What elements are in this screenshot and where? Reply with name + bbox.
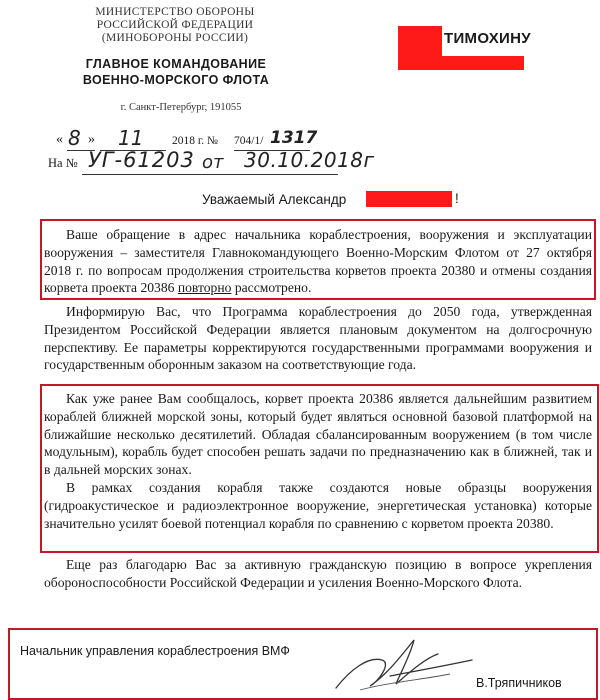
ministry-line: (МИНОБОРОНЫ РОССИИ) — [101, 32, 249, 44]
ref-number: УГ-61203 — [88, 148, 195, 172]
underline — [82, 174, 338, 175]
body-paragraph-4 — [44, 479, 592, 532]
reg-day: 8 — [68, 126, 81, 150]
reg-quote-close: » — [88, 132, 95, 147]
ministry-line: МИНИСТЕРСТВО ОБОРОНЫ — [95, 6, 255, 18]
redaction-block — [398, 56, 524, 70]
redaction-block — [398, 26, 442, 56]
salutation-punct: ! — [455, 191, 459, 206]
p2-text: Информирую Вас, что Программа кораблестроения до 2050 года, утвержденная Президентом Российской Федерации является плановым документом на долгосрочную перспективу. Ее параметры корректируются государственными программами вооружения и государственным оборонным заказом на соответствующие года. — [44, 304, 592, 373]
p5-text: Еще раз благодарю Вас за активную гражданскую позицию в вопросе укрепления обороноспособности Российской Федерации и усиления Военно-Морского Флота. — [44, 557, 592, 590]
ministry-line: РОССИЙСКОЙ ФЕДЕРАЦИИ — [96, 19, 254, 31]
ref-from: от — [202, 152, 224, 173]
reg-month: 11 — [118, 126, 144, 150]
handwritten-signature — [330, 630, 480, 696]
signature-name: В.Тряпичников — [476, 676, 562, 690]
body-paragraph-3 — [44, 390, 592, 479]
p1-text-end: рассмотрено. — [231, 280, 312, 296]
command-heading — [50, 56, 302, 88]
reg-number-printed: 704/1/ — [234, 135, 264, 147]
reg-year-label: 2018 г. № — [172, 135, 219, 147]
p1-underlined: повторно — [177, 280, 232, 296]
addressee-surname: ТИМОХИНУ — [444, 30, 531, 47]
ministry-heading — [62, 6, 288, 45]
signature-position: Начальник управления кораблестроения ВМФ — [20, 644, 290, 658]
p1-text: Ваше обращение в адрес начальника кораблестроения, вооружения и эксплуатации вооружения – заместителя Главнокомандующего Военно-Морским Флотом от 27 октября 2018 г. по вопросам продолжения строительства корветов проекта 20380 и отмены создания корвета проекта 20386 — [44, 227, 592, 296]
reg-number-handwritten: 1317 — [270, 128, 318, 148]
body-paragraph-5 — [44, 556, 592, 592]
body-paragraph-1 — [44, 226, 592, 297]
ref-label: На № — [48, 156, 78, 170]
p4-text: В рамках создания корабля также создаются новые образцы вооружения (гидроакустическое и радиоэлектронное вооружение, энергетическая установка) которые значительно усилят боевой потенциал корабля по сравнению с корветом проекта 20380. — [44, 480, 592, 531]
reg-quote-open: « — [56, 132, 63, 147]
city-line: г. Санкт-Петербург, 191055 — [120, 102, 242, 113]
body-paragraph-2 — [44, 303, 592, 374]
salutation: Уважаемый Александр — [202, 192, 347, 207]
signature-stroke — [336, 640, 472, 688]
command-line: ГЛАВНОЕ КОМАНДОВАНИЕ — [85, 57, 267, 71]
command-line: ВОЕННО-МОРСКОГО ФЛОТА — [82, 73, 270, 87]
p3-text: Как уже ранее Вам сообщалось, корвет проекта 20386 является дальнейшим развитием кораблей ближней морской зоны, который будет являться основной базовой платформой на ближайшие несколько десятилетий. Обладая сбалансированным вооружением (в том числе модульным), корабль будет способен решать задачи по предназначению как в ближней, так и в дальней морских зонах. — [44, 391, 592, 478]
redaction-block — [366, 191, 452, 207]
ref-date: 30.10.2018г — [244, 148, 375, 172]
